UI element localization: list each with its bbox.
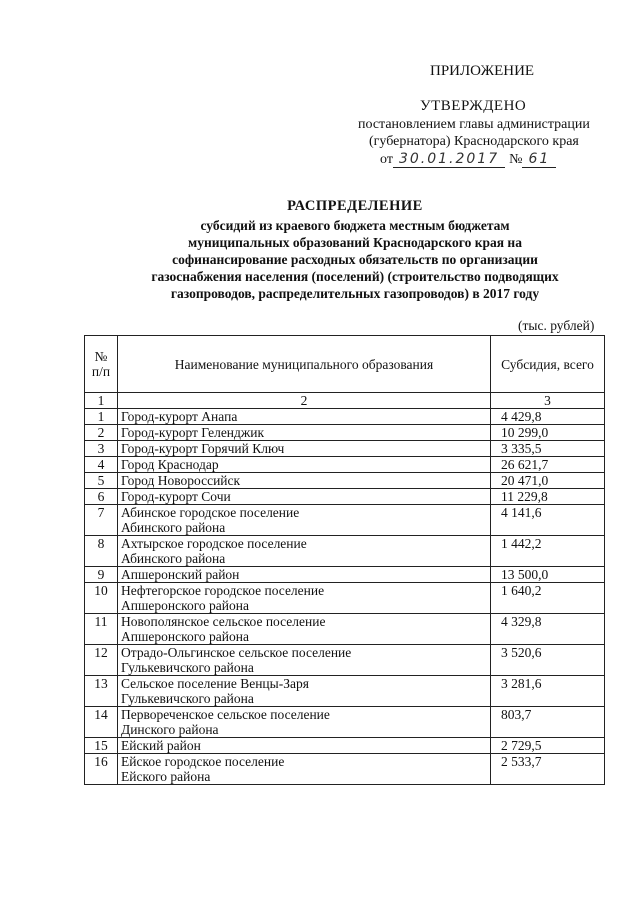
- row-municipality: [118, 567, 491, 583]
- row-subsidy: 1 640,2: [491, 583, 605, 614]
- date-prefix: от: [380, 152, 393, 167]
- doc-subtitle-line-2: муниципальных образований Краснодарского края на: [188, 235, 522, 250]
- table-row: [85, 583, 605, 614]
- row-municipality: [118, 489, 491, 505]
- row-subsidy: 20 471,0: [491, 473, 605, 489]
- row-municipality: [118, 614, 491, 645]
- number-value: 61: [522, 151, 556, 168]
- row-municipality: [118, 738, 491, 754]
- doc-title: РАСПРЕДЕЛЕНИЕ: [287, 198, 423, 214]
- row-municipality: [118, 536, 491, 567]
- table-header-row: [85, 336, 605, 393]
- table-row: [85, 614, 605, 645]
- index-row: [85, 393, 605, 409]
- row-municipality: [118, 645, 491, 676]
- municipality-district: Гулькевичского района: [121, 660, 254, 675]
- municipality-name: Нефтегорское городское поселение: [121, 583, 325, 598]
- table-row: [85, 473, 605, 489]
- approved-label: УТВЕРЖДЕНО: [420, 98, 527, 114]
- row-number: 15: [85, 738, 118, 754]
- row-subsidy: 3 520,6: [491, 645, 605, 676]
- row-municipality: [118, 583, 491, 614]
- municipality-district: Абинского района: [121, 520, 226, 535]
- row-number: 7: [85, 505, 118, 536]
- row-number: 10: [85, 583, 118, 614]
- row-municipality: [118, 505, 491, 536]
- row-number: 14: [85, 707, 118, 738]
- municipality-name: Город-курорт Горячий Ключ: [121, 441, 285, 456]
- doc-subtitle-line-1: субсидий из краевого бюджета местным бюджетам: [200, 218, 510, 233]
- date-value: 30.01.2017: [393, 151, 505, 168]
- index-cell: 3: [491, 393, 605, 409]
- decree-date-line: [380, 151, 556, 168]
- index-cell: 2: [118, 393, 491, 409]
- table-row: [85, 676, 605, 707]
- header-subsidy: Субсидия, всего: [491, 336, 605, 393]
- municipality-name: Город-курорт Анапа: [121, 409, 238, 424]
- row-number: 4: [85, 457, 118, 473]
- row-municipality: [118, 441, 491, 457]
- row-subsidy: 10 299,0: [491, 425, 605, 441]
- row-number: 1: [85, 409, 118, 425]
- table-row: [85, 738, 605, 754]
- row-subsidy: 26 621,7: [491, 457, 605, 473]
- municipality-name: Ейское городское поселение: [121, 754, 285, 769]
- header-name: Наименование муниципального образования: [118, 336, 491, 393]
- row-number: 11: [85, 614, 118, 645]
- municipality-name: Ахтырское городское поселение: [121, 536, 307, 551]
- row-subsidy: 13 500,0: [491, 567, 605, 583]
- row-number: 2: [85, 425, 118, 441]
- municipality-district: Ейского района: [121, 769, 211, 784]
- row-municipality: [118, 707, 491, 738]
- municipality-district: Динского района: [121, 722, 219, 737]
- row-subsidy: 2 533,7: [491, 754, 605, 785]
- table-row: [85, 536, 605, 567]
- row-subsidy: 4 329,8: [491, 614, 605, 645]
- municipality-district: Апшеронского района: [121, 629, 249, 644]
- row-number: 5: [85, 473, 118, 489]
- subsidy-table: [84, 335, 605, 785]
- row-subsidy: 11 229,8: [491, 489, 605, 505]
- decree-line-2: (губернатора) Краснодарского края: [369, 134, 579, 149]
- municipality-name: Город Краснодар: [121, 457, 219, 472]
- row-number: 9: [85, 567, 118, 583]
- municipality-name: Город-курорт Сочи: [121, 489, 231, 504]
- row-municipality: [118, 425, 491, 441]
- municipality-name: Апшеронский район: [121, 567, 240, 582]
- row-number: 13: [85, 676, 118, 707]
- municipality-district: Апшеронского района: [121, 598, 249, 613]
- doc-subtitle-line-4: газоснабжения населения (поселений) (строительство подводящих: [151, 269, 559, 284]
- row-number: 6: [85, 489, 118, 505]
- doc-subtitle-line-3: софинансирование расходных обязательств по организации: [172, 252, 538, 267]
- row-municipality: [118, 473, 491, 489]
- row-subsidy: 4 141,6: [491, 505, 605, 536]
- row-subsidy: 3 281,6: [491, 676, 605, 707]
- doc-subtitle-line-5: газопроводов, распределительных газопроводов) в 2017 году: [170, 286, 540, 301]
- table-row: [85, 645, 605, 676]
- table-row: [85, 441, 605, 457]
- row-number: 3: [85, 441, 118, 457]
- municipality-name: Отрадо-Ольгинское сельское поселение: [121, 645, 352, 660]
- row-subsidy: 803,7: [491, 707, 605, 738]
- table-row: [85, 489, 605, 505]
- table-row: [85, 409, 605, 425]
- municipality-name: Сельское поселение Венцы-Заря: [121, 676, 309, 691]
- header-num: № п/п: [85, 336, 118, 393]
- appendix-label: ПРИЛОЖЕНИЕ: [430, 63, 535, 79]
- table-row: [85, 707, 605, 738]
- row-subsidy: 1 442,2: [491, 536, 605, 567]
- row-subsidy: 4 429,8: [491, 409, 605, 425]
- table-row: [85, 425, 605, 441]
- municipality-name: Абинское городское поселение: [121, 505, 300, 520]
- table-row: [85, 567, 605, 583]
- row-number: 8: [85, 536, 118, 567]
- units-label: (тыс. рублей): [518, 318, 595, 333]
- municipality-name: Первореченское сельское поселение: [121, 707, 330, 722]
- municipality-name: Город-курорт Геленджик: [121, 425, 265, 440]
- municipality-name: Новополянское сельское поселение: [121, 614, 326, 629]
- table-row: [85, 505, 605, 536]
- table-row: [85, 457, 605, 473]
- row-municipality: [118, 676, 491, 707]
- number-prefix: №: [509, 152, 523, 167]
- municipality-district: Абинского района: [121, 551, 226, 566]
- index-cell: 1: [85, 393, 118, 409]
- table-row: [85, 754, 605, 785]
- decree-line-1: постановлением главы администрации: [358, 117, 590, 132]
- row-subsidy: 3 335,5: [491, 441, 605, 457]
- municipality-name: Ейский район: [121, 738, 201, 753]
- row-number: 16: [85, 754, 118, 785]
- row-subsidy: 2 729,5: [491, 738, 605, 754]
- municipality-name: Город Новороссийск: [121, 473, 241, 488]
- table-body: [85, 393, 605, 785]
- row-municipality: [118, 457, 491, 473]
- row-municipality: [118, 754, 491, 785]
- row-municipality: [118, 409, 491, 425]
- row-number: 12: [85, 645, 118, 676]
- municipality-district: Гулькевичского района: [121, 691, 254, 706]
